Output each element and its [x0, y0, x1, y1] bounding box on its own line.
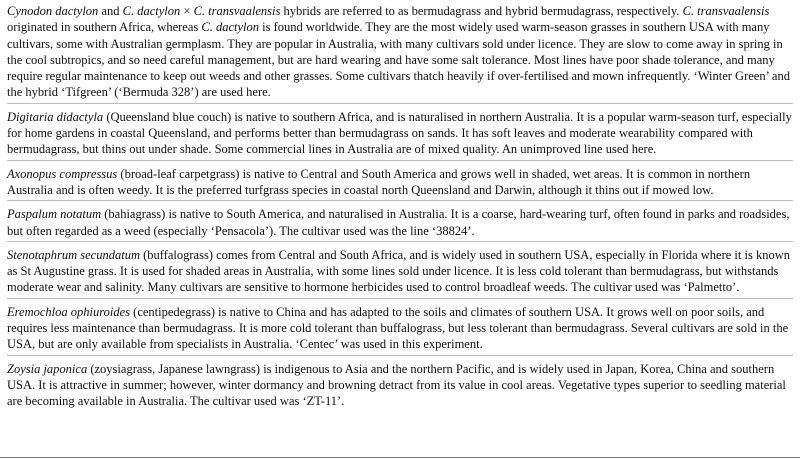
paragraph-text: is found worldwide. They are the most widely used warm-season grasses in southern USA with many cultivars, some with Australian germplasm. They are popular in Australia, with many cultivars sold under licence. They are slow to come away in spring in the cool subtropics, and so need careful management, but are hard wearing and have some salt tolerance. Most lines have poor shade tolerance, and many require regular maintenance to keep out weeds and other grasses. Some cultivars thatch heavily if over-fertilised and mown infrequently. ‘Winter Green’ and the hybrid ‘Tifgreen’ (‘Bermuda 328’) are used here. — [7, 20, 790, 100]
species-name: C. dactylon — [201, 20, 260, 35]
species-name: Paspalum notatum — [7, 207, 102, 222]
species-name: Eremochloa ophiuroides — [7, 304, 131, 319]
species-name: Stenotaphrum secundatum — [7, 247, 140, 262]
species-paragraph — [7, 241, 793, 298]
paragraph-text: (zoysiagrass, Japanese lawngrass) is indigenous to Asia and the northern Pacific, and is widely used in Japan, Korea, China and southern USA. It is attractive in summer; however, winter dormancy and browning detract from its value in cool areas. Vegetative types superior to seedling material are becoming available in Australia. The cultivar used was ‘ZT-11’. — [7, 361, 786, 409]
species-paragraph — [7, 160, 793, 201]
paragraph-text: × — [180, 4, 194, 18]
species-name: Cynodon dactylon — [7, 4, 99, 18]
paragraph-text: (centipedegrass) is native to China and has adapted to the soils and climates of southern USA. It grows well on poor soils, and requires less maintenance than bermudagrass. It is more cold tolerant than buffalograss, but less tolerant than bermudagrass. Several cultivars are sold in the USA, but are only available from specialists in Australia. ‘Centec’ was used in this experiment. — [7, 304, 789, 352]
species-name: C. transvaalensis — [193, 4, 281, 18]
species-descriptions — [7, 3, 793, 412]
paragraph-text: originated in southern Africa, whereas — [7, 20, 202, 35]
species-paragraph — [7, 200, 793, 241]
species-paragraph — [7, 355, 793, 412]
paragraph-text: (buffalograss) comes from Central and South Africa, and is widely used in southern USA, especially in Florida where it is known as St Augustine grass. It is used for shaded areas in Australia, with some lines sold under licence. It is less cold tolerant than bermudagrass, but withstands moderate wear and salinity. Many cultivars are sensitive to hormone herbicides used to control broadleaf weeds. The cultivar used was ‘Palmetto’. — [7, 247, 790, 295]
paragraph-text: and — [98, 4, 123, 18]
paragraph-text: (broad-leaf carpetgrass) is native to Central and South America and grows well in shaded, wet areas. It is common in northern Australia and is often weedy. It is the preferred turfgrass species in coastal north Queensland and Darwin, although it thins out if mowed low. — [7, 166, 751, 197]
paragraph-text: (Queensland blue couch) is native to southern Africa, and is naturalised in northern Australia. It is a popular warm-season turf, especially for home gardens in coastal Queensland, and performs better than bermudagrass on sands. It has soft leaves and moderate wearability compared with bermudagrass, but thins out under shade. Some commercial lines in Australia are of mixed quality. An unimproved line used here. — [7, 109, 792, 157]
species-paragraph — [7, 3, 793, 103]
species-paragraph — [7, 103, 793, 160]
species-paragraph — [7, 298, 793, 355]
paragraph-text: (bahiagrass) is native to South America, and naturalised in Australia. It is a coarse, hard-wearing turf, often found in parks and roadsides, but often regarded as a weed (especially ‘Pensacola’). The cultivar used was the line ‘38824’. — [7, 207, 790, 238]
species-name: Digitaria didactyla — [7, 109, 104, 124]
species-name: C. dactylon — [122, 4, 181, 18]
species-name: C. transvaalensis — [682, 4, 770, 18]
bottom-rule — [0, 457, 800, 458]
species-name: Axonopus compressus — [7, 166, 118, 181]
paragraph-text: hybrids are referred to as bermudagrass and hybrid bermudagrass, respectively. — [280, 4, 683, 18]
species-name: Zoysia japonica — [7, 361, 88, 376]
